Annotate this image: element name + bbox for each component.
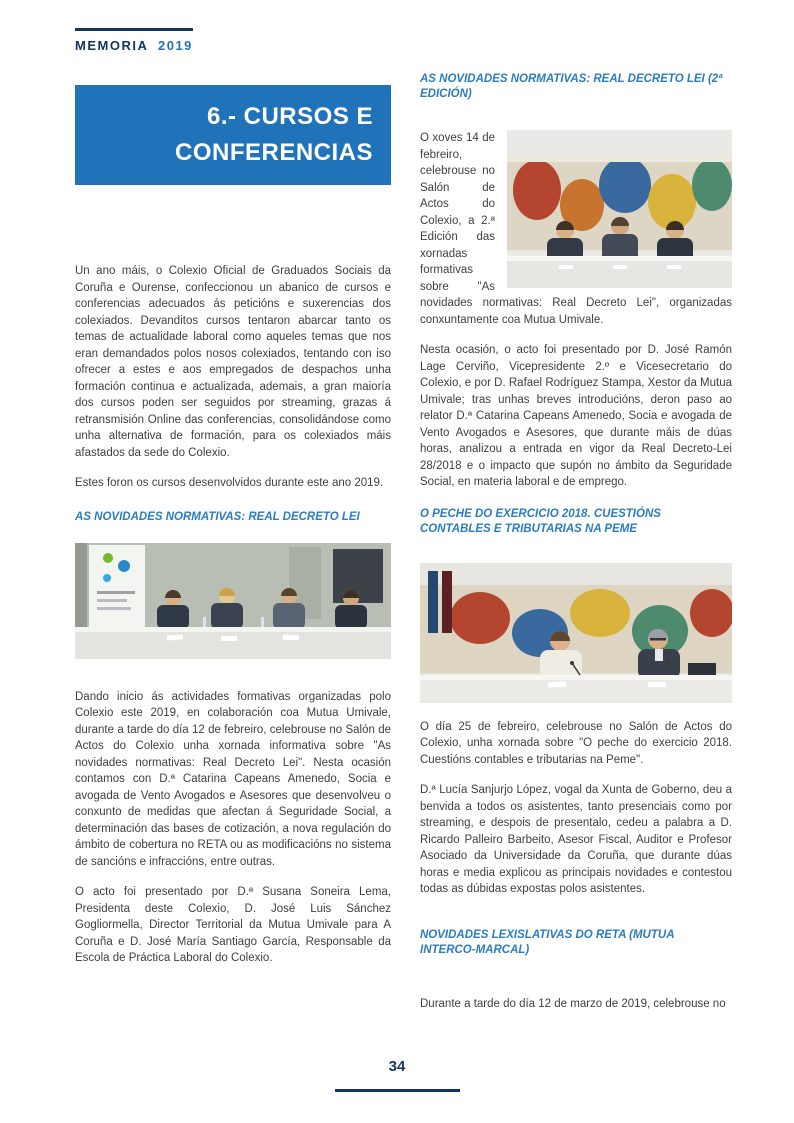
report-title-text: MEMORIA	[75, 38, 148, 53]
left-column	[75, 85, 391, 981]
header-rule	[75, 28, 193, 31]
footer-rule	[335, 1089, 460, 1092]
right-section1-paragraph-1: O xoves 14 de febreiro, celebrouse no Salón de Actos do Colexio, a 2.ª Edición das xornadas formativas sobre "As novidades normativas: Real Decreto Lei", organizadas conxuntamente coa Mutua Umivale.	[420, 132, 732, 326]
right-section3-paragraph-1: Durante a tarde do día 12 de marzo de 2019, celebrouse no	[420, 997, 726, 1010]
section-heading-novidades-normativas: AS NOVIDADES NORMATIVAS: REAL DECRETO LEI	[75, 510, 360, 523]
chapter-title-line1: 6.- CURSOS E	[206, 103, 373, 130]
left-section-paragraph-2: O acto foi presentado por D.ª Susana Soneira Lema, Presidenta deste Colexio, D. José Luis Sánchez Gogliormella, Director Territorial da Mutua Umivale para A Coruña e D. José María Santiago García, Responsable da Escola de Práctica Laboral do Colexio.	[75, 886, 391, 964]
chapter-title-box	[75, 85, 391, 185]
section-heading-novidades-2-edicion: AS NOVIDADES NORMATIVAS: REAL DECRETO LEI (2ª EDICIÓN)	[420, 73, 723, 100]
page-header	[75, 28, 193, 53]
chapter-title-line2: CONFERENCIAS	[174, 139, 373, 166]
page-number: 34	[388, 1058, 406, 1075]
conference-photo-1	[75, 543, 391, 659]
intro-paragraph-2: Estes foron os cursos desenvolvidos durante este ano 2019.	[75, 477, 384, 489]
wrapped-text-block	[420, 130, 732, 342]
right-column	[420, 72, 732, 1026]
report-title	[75, 38, 193, 53]
conference-photo-2	[507, 130, 732, 288]
intro-paragraph-1: Un ano máis, o Colexio Oficial de Graduados Sociais da Coruña e Ourense, confeccionou un abanico de cursos e conferencias adecuados ás peticións e suxerencias dos colexiados. Devanditos cursos tentaron abarcar tanto os temas de actualidade laboral como aqueles temas que nos eran demandados polos nosos colexiados, tentando con iso ofrecer a estes e aos empregados de despachos unha formación continua e actualizada, ademais, a gran maioría dos cursos poden ser seguidos por streaming, grazas á retransmisión Online das conferencias, consolidándose como unha alternativa de formación, para os colexiados máis afastados da sede do Colexio.	[75, 265, 391, 459]
page-footer	[0, 1058, 794, 1092]
right-section2-paragraph-1: O día 25 de febreiro, celebrouse no Salón de Actos do Colexio, unha xornada sobre "O peche do exercicio 2018. Cuestións contables e tributarias na Peme".	[420, 720, 732, 766]
left-section-paragraph-1: Dando inicio ás actividades formativas organizadas polo Colexio este 2019, en colaboración coa Mutua Umivale, durante a tarde do día 12 de febreiro, celebrouse no Salón de Actos do Colexio unha xornada informativa sobre "As novidades normativas: Real Decreto Lei". Nesta ocasión contamos con D.ª Catarina Capeans Amenedo, Socia e avogada de Vento Avogados e Asesores que desenvolveu o conxunto de medidas que afectan á Seguridade Social, a determinación das bases de cotización, a nova regulación do ámbito de cobertura no RETA ou as modificacións no sistema de sancións e infraccións, entre outras.	[75, 690, 391, 868]
section-heading-peche-exercicio: O PECHE DO EXERCICIO 2018. CUESTIÓNS CONTABLES E TRIBUTARIAS NA PEME	[420, 507, 661, 535]
section-heading-novidades-reta: NOVIDADES LEXISLATIVAS DO RETA (MUTUA INTERCO-MARCAL)	[420, 928, 675, 956]
conference-photo-3	[420, 563, 732, 703]
report-year: 2019	[157, 38, 193, 53]
right-section1-paragraph-2: Nesta ocasión, o acto foi presentado por D. José Ramón Lage Cerviño, Vicepresidente 2.º e Vicesecretario do Colexio, e por D. Rafael Rodríguez Stampa, Xestor da Mutua Umivale; tras unhas breves introducións, deron paso ao relator D.ª Catarina Capeans Amenedo, Socia e avogada de Vento Avogados e Asesores, que durante máis de dúas horas, analizou a entrada en vigor da Real Decreto-Lei 28/2018 e o impacto que supón no ámbito da Seguridade Social, en materia laboral e de emprego.	[420, 344, 732, 488]
right-section2-paragraph-2: D.ª Lucía Sanjurjo López, vogal da Xunta de Goberno, deu a benvida a todos os asistentes, tanto presenciais como por streaming, e despois de presentalo, cedeu a palabra a D. Ricardo Palleiro Barbeito, Asesor Fiscal, Auditor e Profesor Asociado da Universidade da Coruña, que durante dúas horas e media explicou as principais novidades e contestou todas as dúbidas expostas polos asistentes.	[420, 784, 732, 895]
